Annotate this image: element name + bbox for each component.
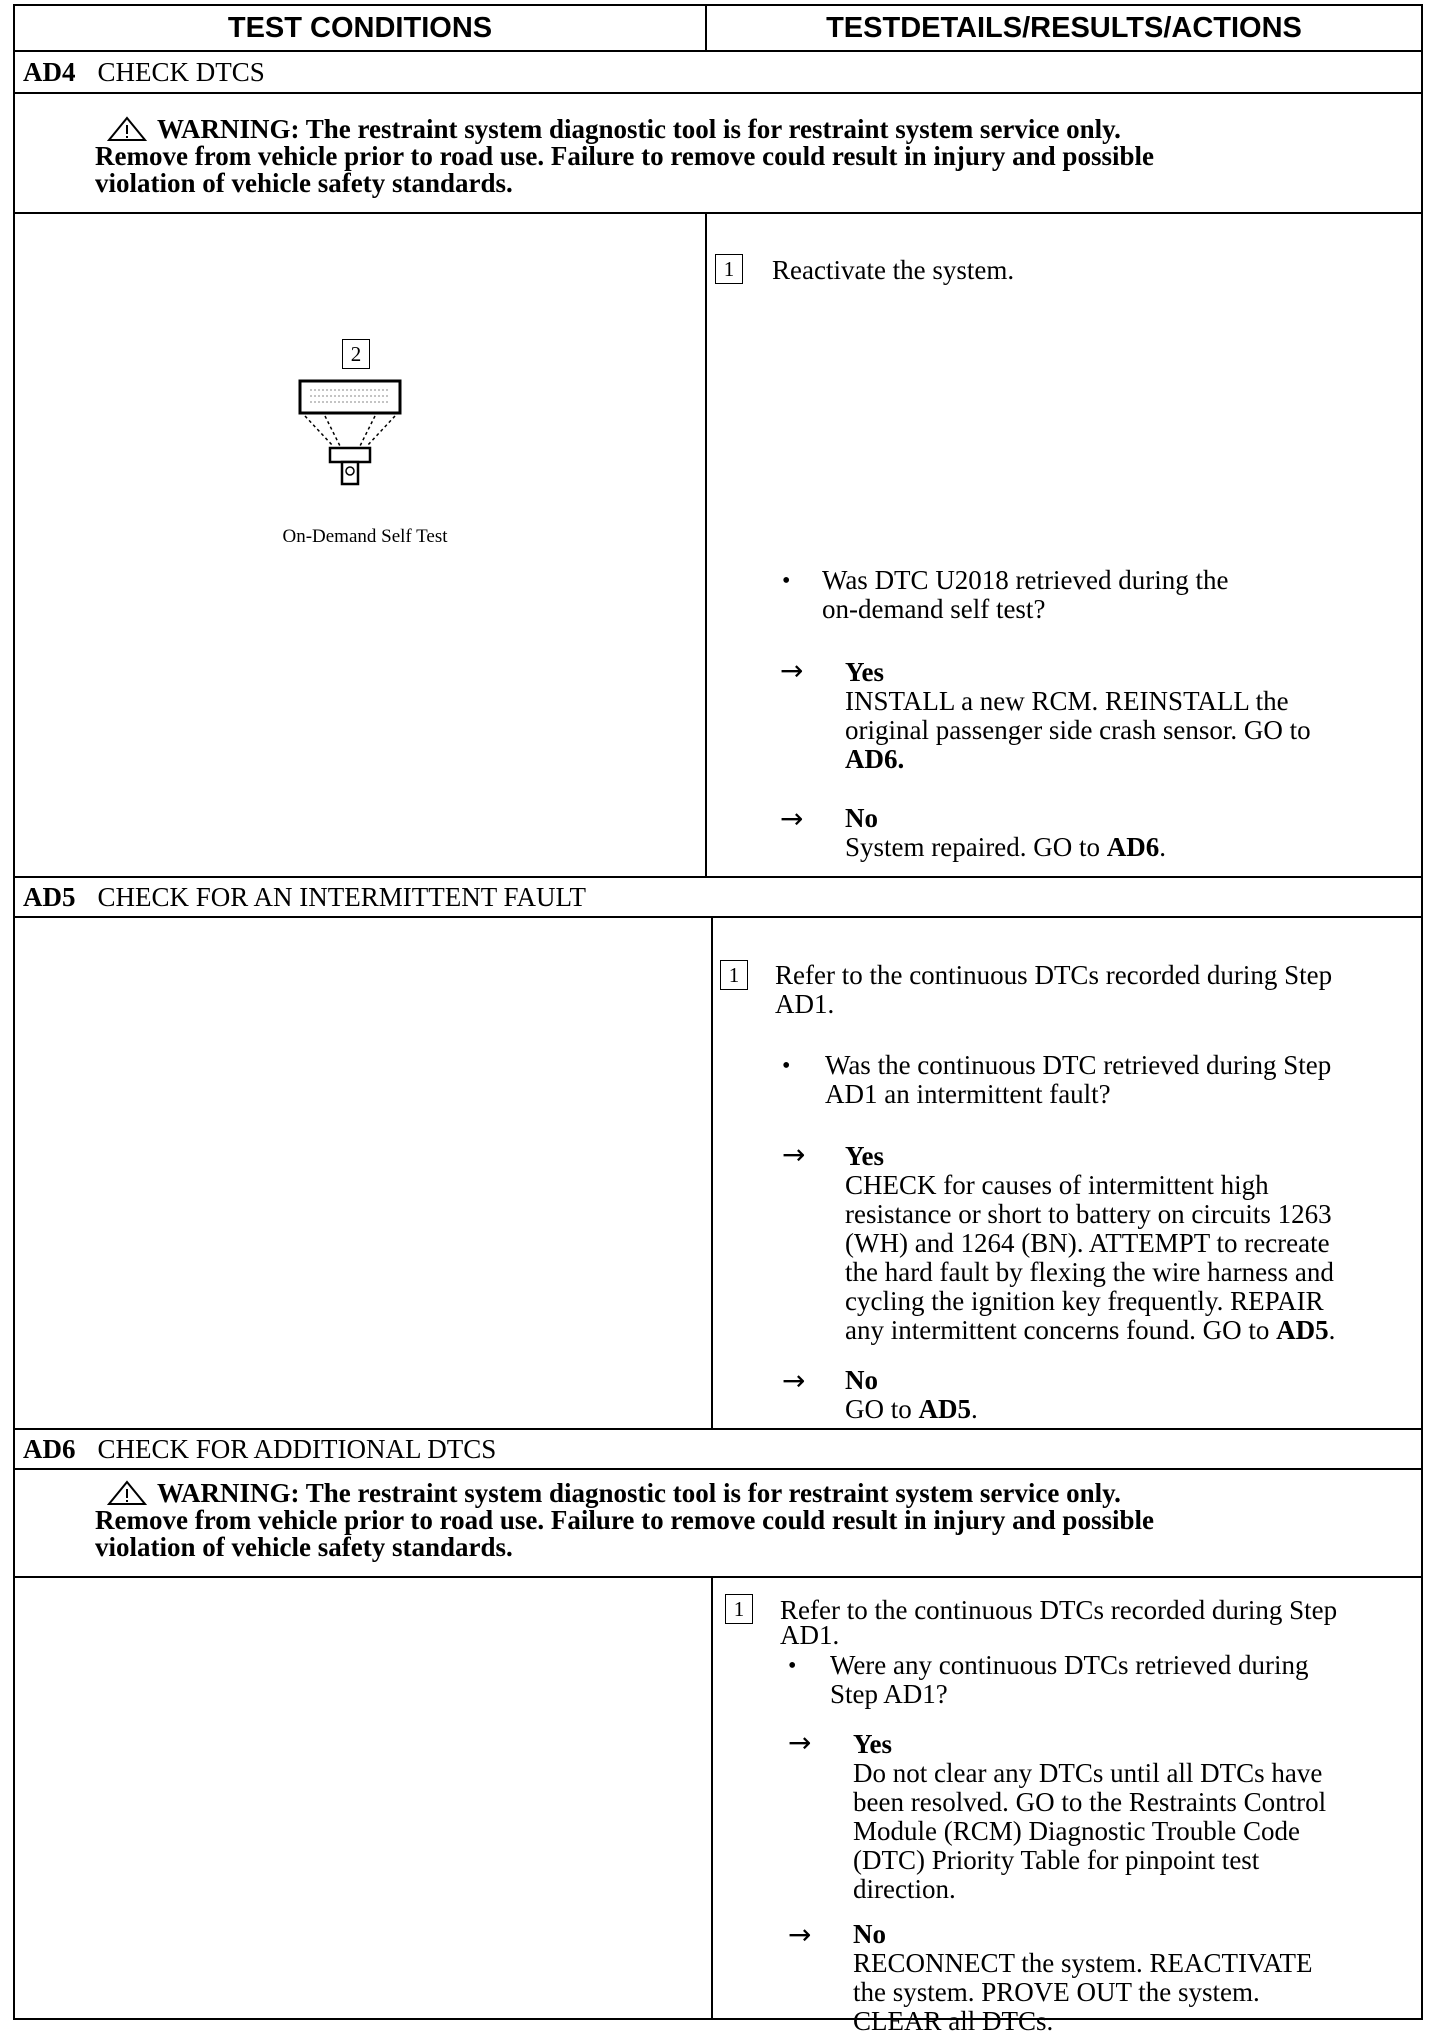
- divider: [15, 916, 1421, 918]
- arrow-right-icon: →: [780, 654, 804, 687]
- section-title-ad4: [23, 52, 265, 92]
- step-text: Refer to the continuous DTCs recorded during Step AD1.: [775, 960, 1333, 1019]
- warning-triangle-icon: [107, 1480, 147, 1506]
- answer-no: No RECONNECT the system. REACTIVATE the system. PROVE OUT the system. CLEAR all DTCs.: [853, 1919, 1313, 2036]
- answer-no: No GO to AD5.: [845, 1365, 978, 1424]
- bullet-icon: •: [788, 1653, 797, 1679]
- step-text: Reactivate the system.: [772, 255, 1015, 285]
- question-text: Was the continuous DTC retrieved during Step AD1 an intermittent fault?: [825, 1050, 1332, 1109]
- divider: [15, 92, 1421, 94]
- diagnostic-tool-illustration: [285, 376, 415, 516]
- warning-line: WARNING: The restraint system diagnostic tool is for restraint system service only.: [157, 114, 1121, 144]
- question-text: Was DTC U2018 retrieved during the on-demand self test?: [822, 565, 1229, 624]
- divider: [15, 1576, 1421, 1578]
- column-divider: [711, 1576, 713, 2018]
- section-title-text: CHECK FOR AN INTERMITTENT FAULT: [97, 881, 587, 912]
- step-text: Refer to the continuous DTCs recorded during Step AD1.: [780, 1595, 1338, 1650]
- step-number-box: 1: [715, 254, 743, 284]
- arrow-right-icon: →: [780, 802, 804, 835]
- answer-no: No System repaired. GO to AD6.: [845, 803, 1166, 862]
- warning-block-ad6: [95, 1480, 1345, 1561]
- section-code: AD4: [23, 56, 76, 87]
- warning-line: Remove from vehicle prior to road use. Failure to remove could result in injury and possible: [95, 141, 1154, 171]
- column-header-test-conditions: TEST CONDITIONS: [227, 11, 493, 44]
- warning-line: Remove from vehicle prior to road use. Failure to remove could result in injury and possible: [95, 1505, 1154, 1535]
- illustration-caption: On-Demand Self Test: [282, 526, 448, 547]
- section-title-ad6: [23, 1429, 496, 1469]
- bullet-icon: •: [782, 1053, 791, 1079]
- column-divider: [705, 212, 707, 876]
- divider: [15, 1468, 1421, 1470]
- column-divider: [705, 6, 707, 50]
- step-number-box: 1: [720, 960, 748, 990]
- divider: [15, 212, 1421, 214]
- column-divider: [711, 916, 713, 1428]
- answer-yes: Yes Do not clear any DTCs until all DTCs have been resolved. GO to the Restraints Control Module (RCM) Diagnostic Trouble Code (DTC) Priority Table for pinpoint test direction.: [853, 1729, 1327, 1904]
- answer-yes: Yes CHECK for causes of intermittent high resistance or short to battery on circuits 1263 (WH) and 1264 (BN). ATTEMPT to recreate the hard fault by flexing the wire harness and cycling the ignition key frequently. REPAIR any intermittent concerns found. GO to AD5.: [845, 1141, 1336, 1345]
- arrow-right-icon: →: [788, 1918, 812, 1951]
- answer-yes: Yes INSTALL a new RCM. REINSTALL the original passenger side crash sensor. GO to AD6.: [845, 657, 1311, 774]
- warning-triangle-icon: [107, 116, 147, 142]
- question-text: Were any continuous DTCs retrieved during Step AD1?: [830, 1650, 1309, 1709]
- warning-line: violation of vehicle safety standards.: [95, 168, 513, 198]
- warning-line: violation of vehicle safety standards.: [95, 1532, 513, 1562]
- diagnostic-table: [13, 4, 1423, 2036]
- step-number-box: 1: [725, 1594, 753, 1624]
- warning-line: WARNING: The restraint system diagnostic tool is for restraint system service only.: [157, 1478, 1121, 1508]
- section-title-ad5: [23, 877, 586, 917]
- section-code: AD6: [23, 1433, 76, 1464]
- arrow-right-icon: →: [782, 1138, 806, 1171]
- section-code: AD5: [23, 881, 76, 912]
- step-number-box: 2: [342, 339, 370, 369]
- bullet-icon: •: [782, 568, 791, 594]
- arrow-right-icon: →: [782, 1364, 806, 1397]
- warning-block-ad4: [95, 116, 1345, 197]
- section-title-text: CHECK DTCS: [97, 56, 265, 87]
- section-title-text: CHECK FOR ADDITIONAL DTCS: [97, 1433, 497, 1464]
- column-header-test-details: TESTDETAILS/RESULTS/ACTIONS: [826, 11, 1302, 44]
- arrow-right-icon: →: [788, 1726, 812, 1759]
